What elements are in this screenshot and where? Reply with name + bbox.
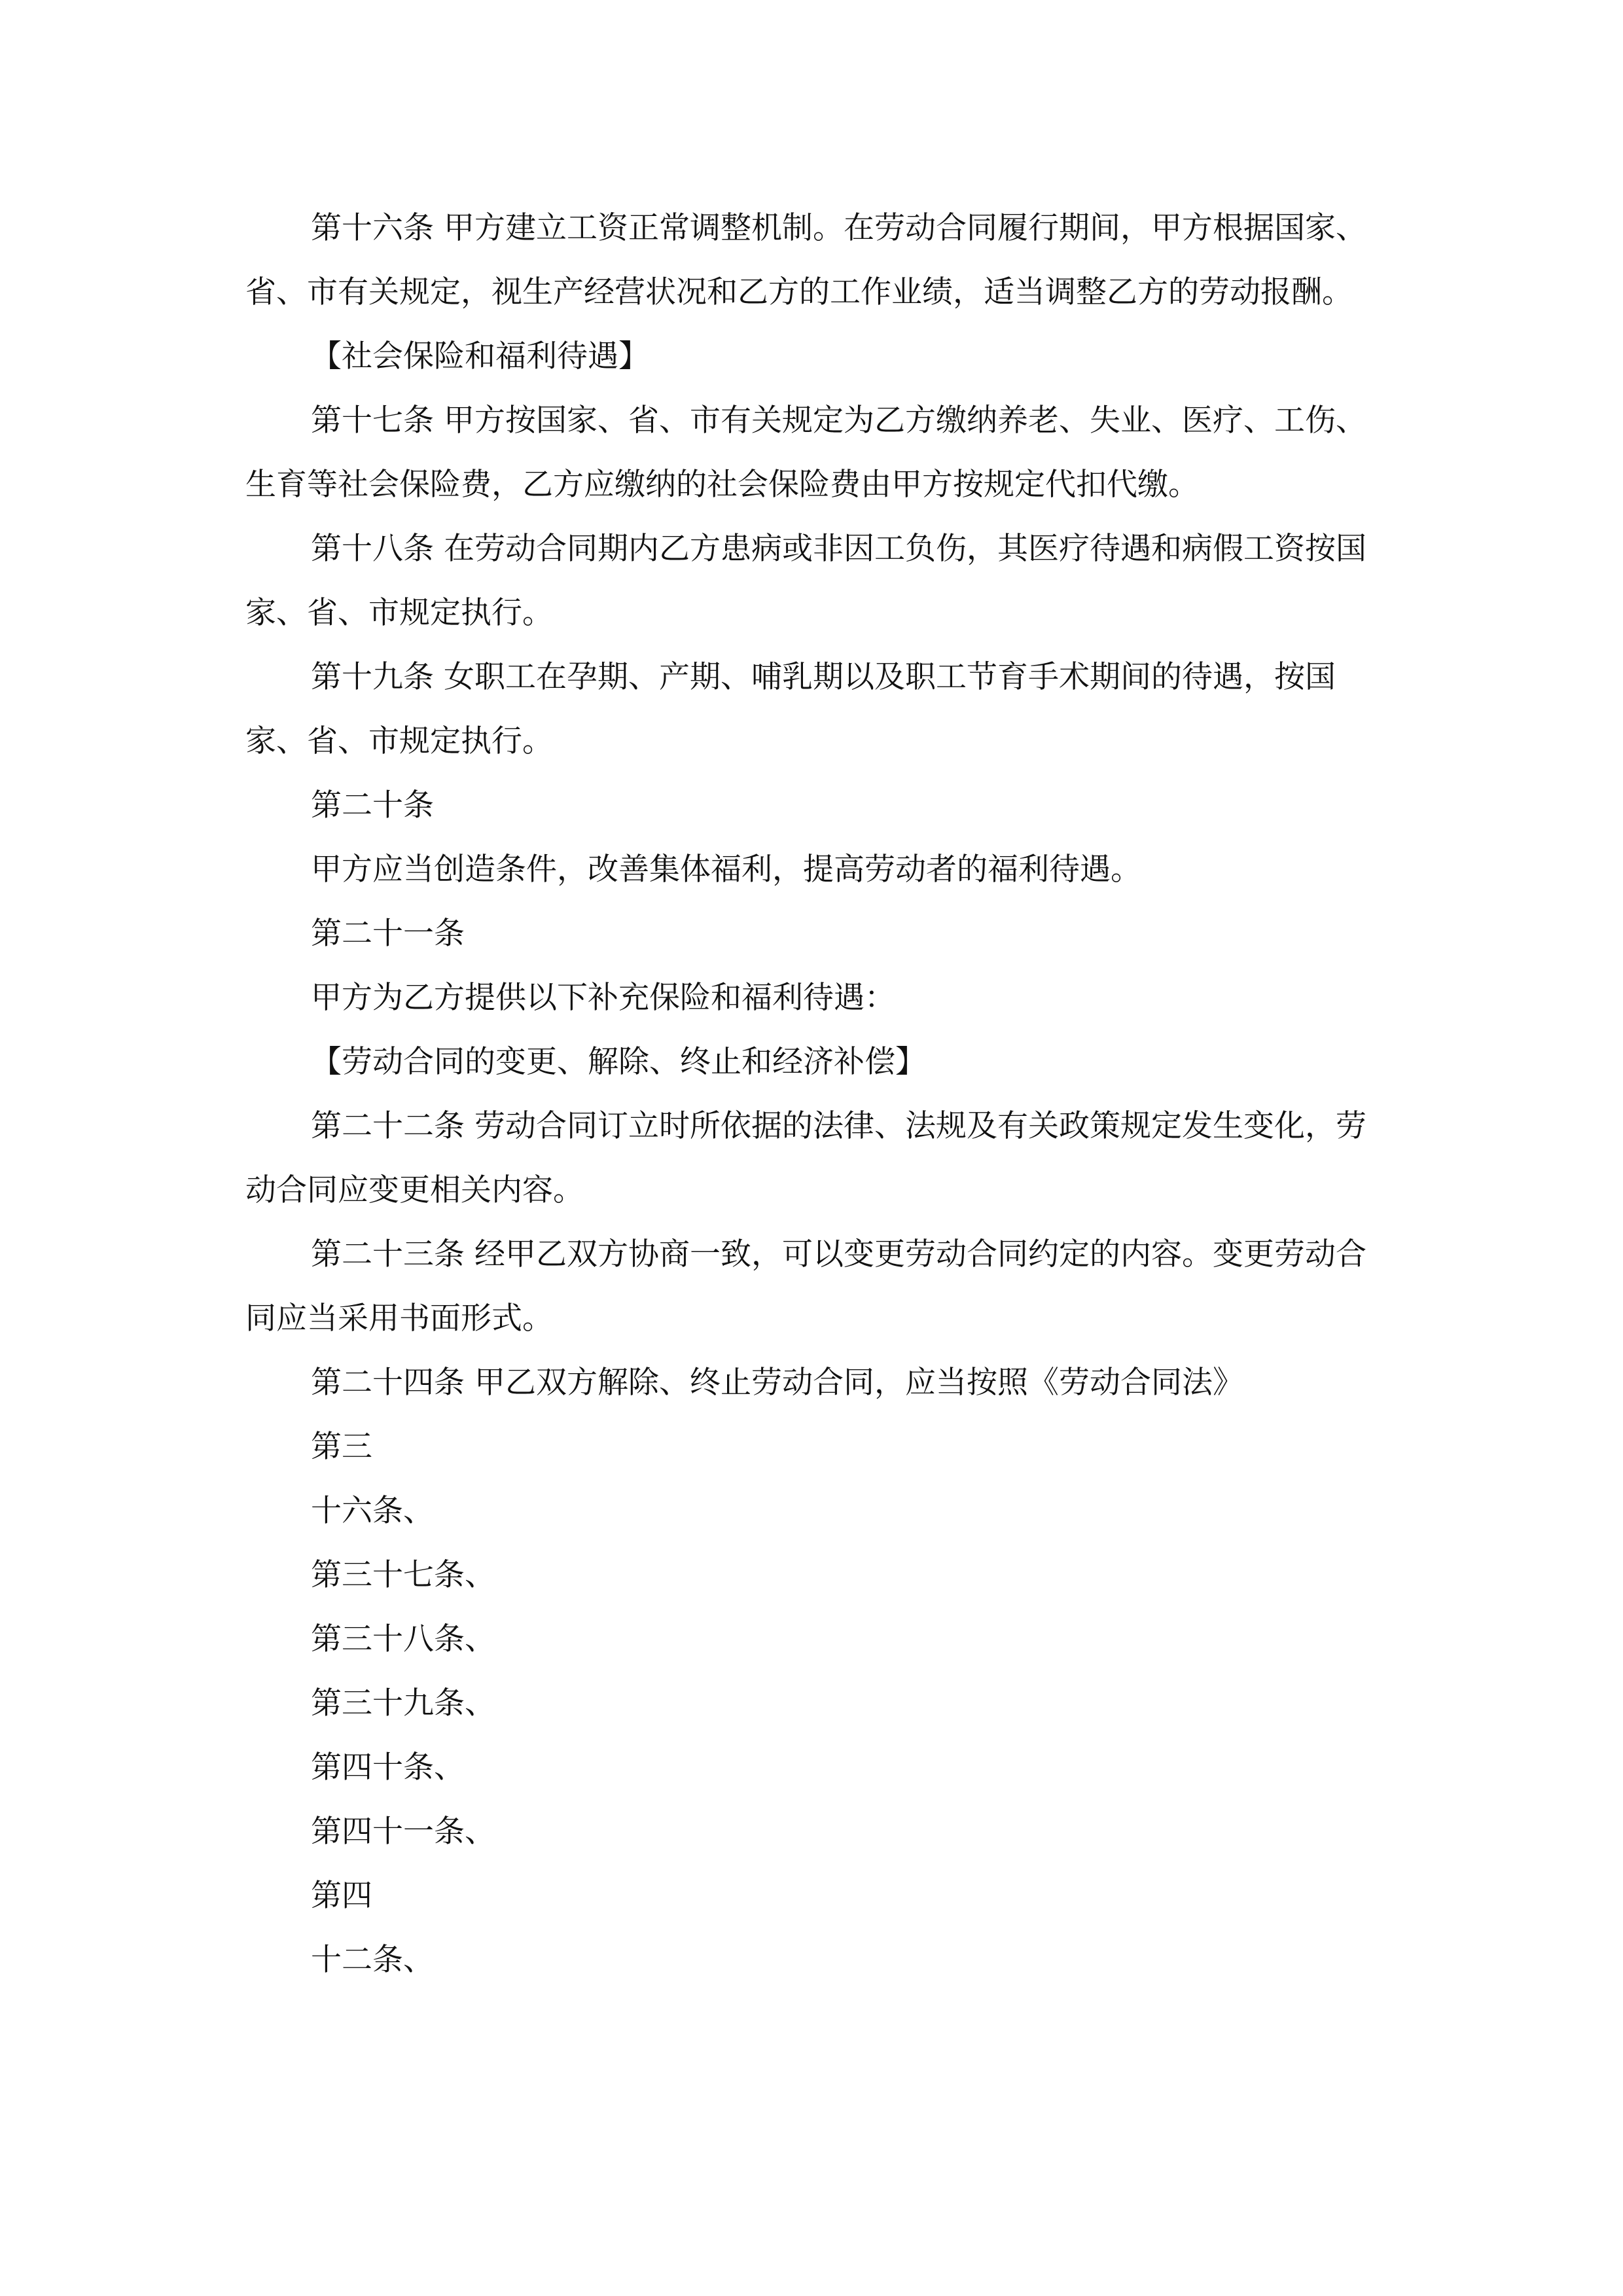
paragraph-article-19: 第十九条 女职工在孕期、产期、哺乳期以及职工节育手术期间的待遇，按国家、省、市规定执行。 xyxy=(245,659,1336,759)
list-line-9: 十二条、 xyxy=(311,1942,434,1978)
list-line-2: 十六条、 xyxy=(311,1493,434,1529)
list-line-3: 第三十七条、 xyxy=(311,1557,495,1593)
section-heading-social-insurance: 【社会保险和福利待遇】 xyxy=(311,338,649,374)
section-heading-contract-change: 【劳动合同的变更、解除、终止和经济补偿】 xyxy=(311,1044,926,1080)
list-line-6: 第四十条、 xyxy=(311,1749,465,1785)
paragraph-article-20-body: 甲方应当创造条件，改善集体福利，提高劳动者的福利待遇。 xyxy=(311,852,1141,888)
paragraph-article-24: 第二十四条 甲乙双方解除、终止劳动合同，应当按照《劳动合同法》 xyxy=(311,1365,1243,1401)
list-line-7: 第四十一条、 xyxy=(311,1814,495,1850)
paragraph-article-22: 第二十二条 劳动合同订立时所依据的法律、法规及有关政策规定发生变化，劳动合同应变更相关内容。 xyxy=(245,1108,1366,1208)
paragraph-article-23: 第二十三条 经甲乙双方协商一致，可以变更劳动合同约定的内容。变更劳动合同应当采用书面形式。 xyxy=(245,1236,1366,1336)
list-line-5: 第三十九条、 xyxy=(311,1685,495,1721)
list-line-1: 第三 xyxy=(311,1429,372,1465)
paragraph-article-21-title: 第二十一条 xyxy=(311,916,465,952)
paragraph-article-18: 第十八条 在劳动合同期内乙方患病或非因工负伤，其医疗待遇和病假工资按国家、省、市规定执行。 xyxy=(245,531,1366,631)
paragraph-article-20-title: 第二十条 xyxy=(311,787,434,823)
list-line-8: 第四 xyxy=(311,1878,372,1914)
document-body xyxy=(245,196,1387,1992)
list-line-4: 第三十八条、 xyxy=(311,1621,495,1657)
paragraph-article-17: 第十七条 甲方按国家、省、市有关规定为乙方缴纳养老、失业、医疗、工伤、生育等社会保险费，乙方应缴纳的社会保险费由甲方按规定代扣代缴。 xyxy=(245,403,1366,503)
paragraph-article-16: 第十六条 甲方建立工资正常调整机制。在劳动合同履行期间，甲方根据国家、省、市有关规定，视生产经营状况和乙方的工作业绩，适当调整乙方的劳动报酬。 xyxy=(245,210,1366,310)
paragraph-article-21-body: 甲方为乙方提供以下补充保险和福利待遇： xyxy=(311,980,895,1016)
